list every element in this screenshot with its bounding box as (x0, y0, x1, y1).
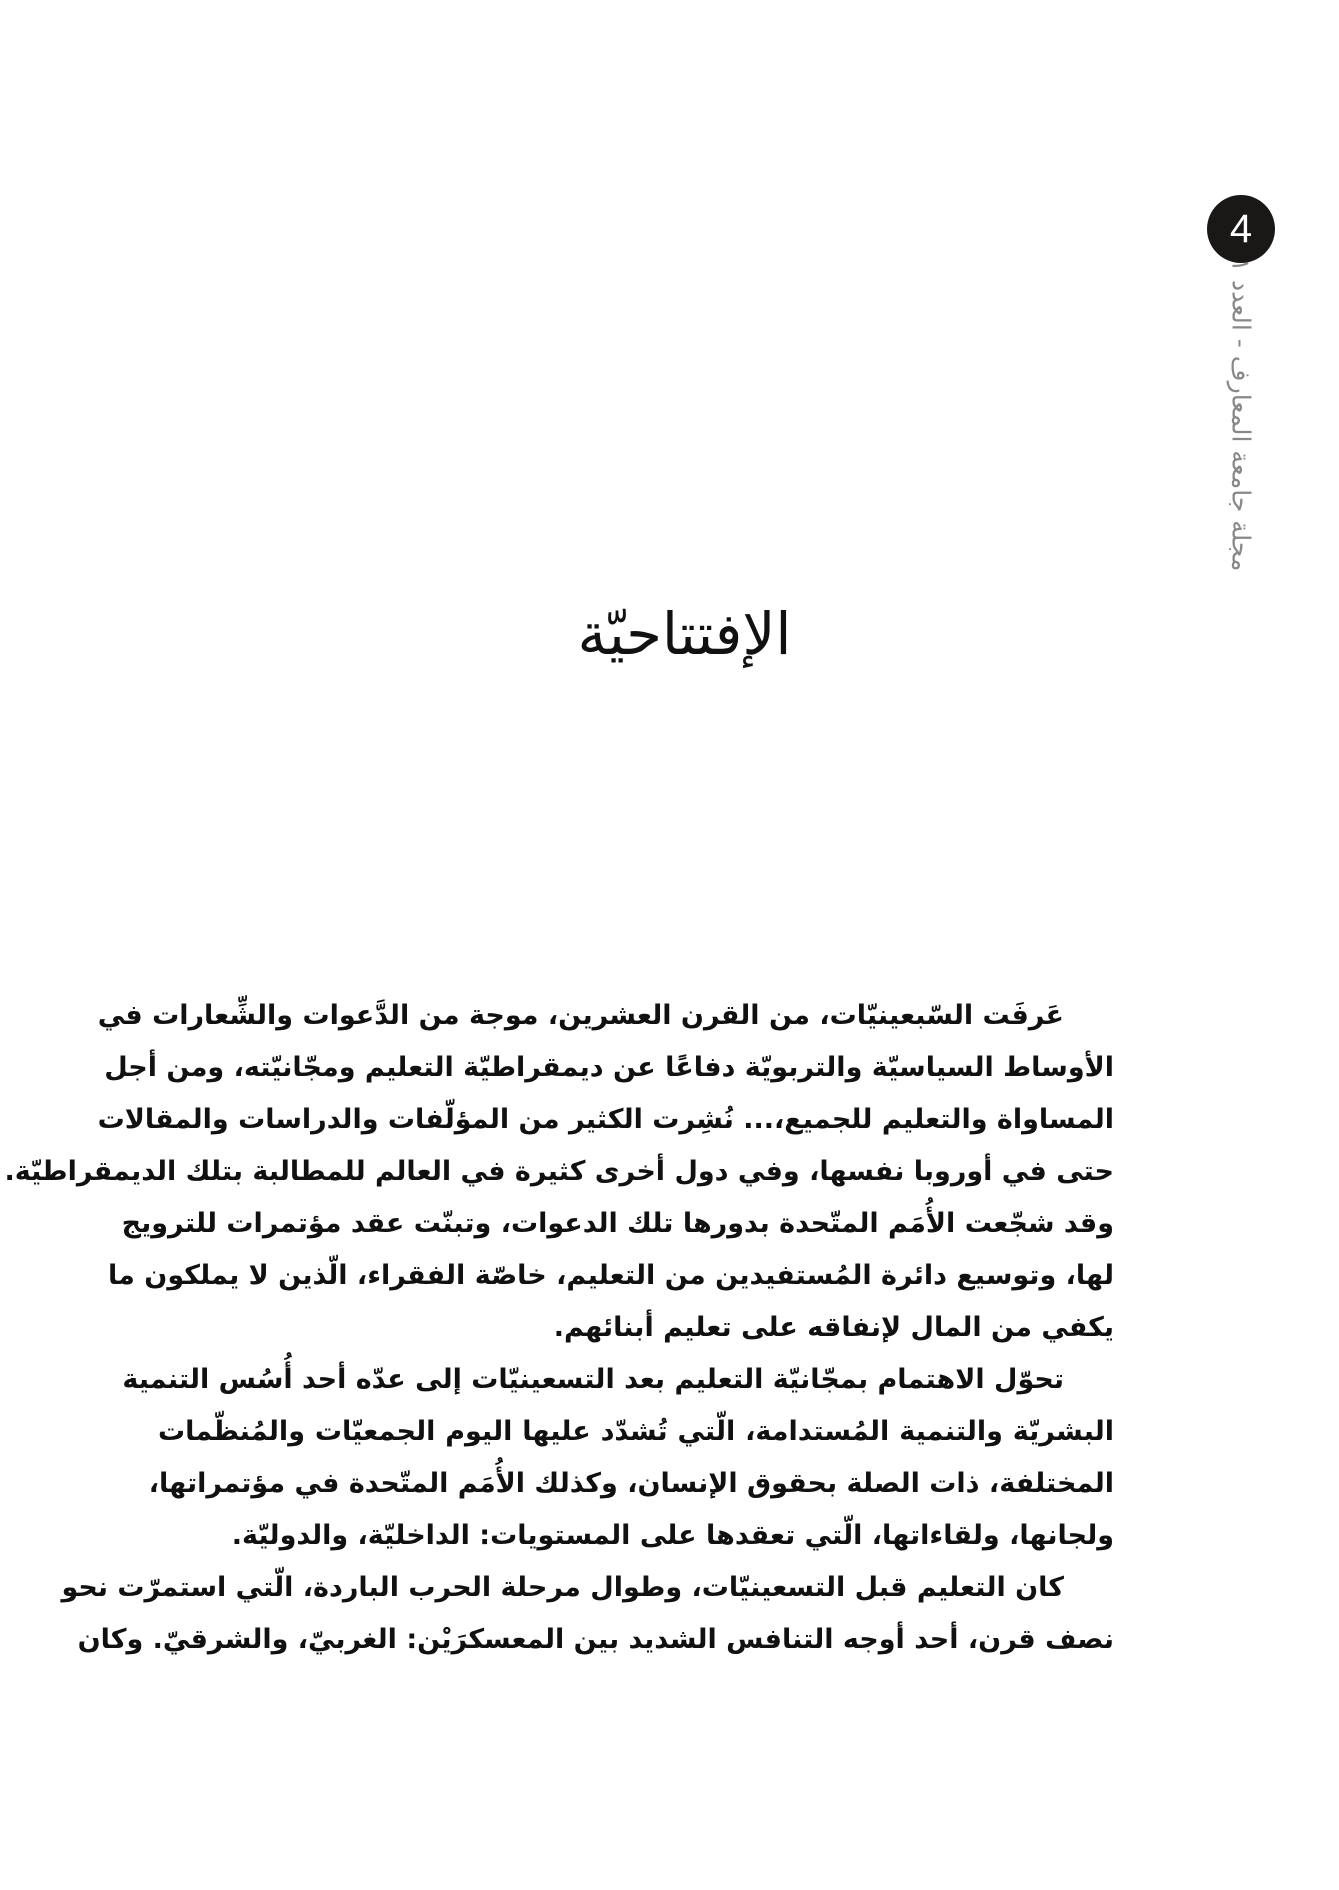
body-line: عَرفَت السّبعينيّات، من القرن العشرين، موجة من الدَّعوات والشِّعارات في (97, 1000, 1064, 1031)
body-line: المختلفة، ذات الصلة بحقوق الإنسان، وكذلك الأُمَم المتّحدة في مؤتمراتها، (148, 1468, 1114, 1499)
body-line: ولجانها، ولقاءاتها، الّتي تعقدها على المستويات: الداخليّة، والدوليّة. (231, 1520, 1114, 1551)
body-line: البشريّة والتنمية المُستدامة، الّتي تُشدّد عليها اليوم الجمعيّات والمُنظّمات (158, 1416, 1114, 1447)
body-line: لها، وتوسيع دائرة المُستفيدين من التعليم، خاصّة الفقراء، الّذين لا يملكون ما (108, 1260, 1114, 1291)
body-line: حتى في أوروبا نفسها، وفي دول أخرى كثيرة في العالم للمطالبة بتلك الديمقراطيّة. (4, 1156, 1114, 1187)
article-body (4, 990, 1114, 1666)
body-line: كان التعليم قبل التسعينيّات، وطوال مرحلة الحرب الباردة، الّتي استمرّت نحو (61, 1572, 1064, 1603)
body-line: تحوّل الاهتمام بمجّانيّة التعليم بعد التسعينيّات إلى عدّه أحد أُسُس التنمية (122, 1364, 1064, 1395)
journal-running-head: مجلة جامعة المعارف - العدد ١ (1226, 258, 1256, 572)
body-line: المساواة والتعليم للجميع،... نُشِرت الكثير من المؤلّفات والدراسات والمقالات (97, 1104, 1114, 1135)
body-line: نصف قرن، أحد أوجه التنافس الشديد بين المعسكرَيْن: الغربيّ، والشرقيّ. وكان (77, 1624, 1114, 1655)
body-line: وقد شجّعت الأُمَم المتّحدة بدورها تلك الدعوات، وتبنّت عقد مؤتمرات للترويج (121, 1208, 1114, 1239)
article-title: الإفتتاحيّة (577, 600, 792, 668)
page-number-badge: 4 (1207, 195, 1275, 263)
body-line: يكفي من المال لإنفاقه على تعليم أبنائهم. (553, 1312, 1114, 1343)
body-line: الأوساط السياسيّة والتربويّة دفاعًا عن ديمقراطيّة التعليم ومجّانيّته، ومن أجل (104, 1052, 1114, 1083)
